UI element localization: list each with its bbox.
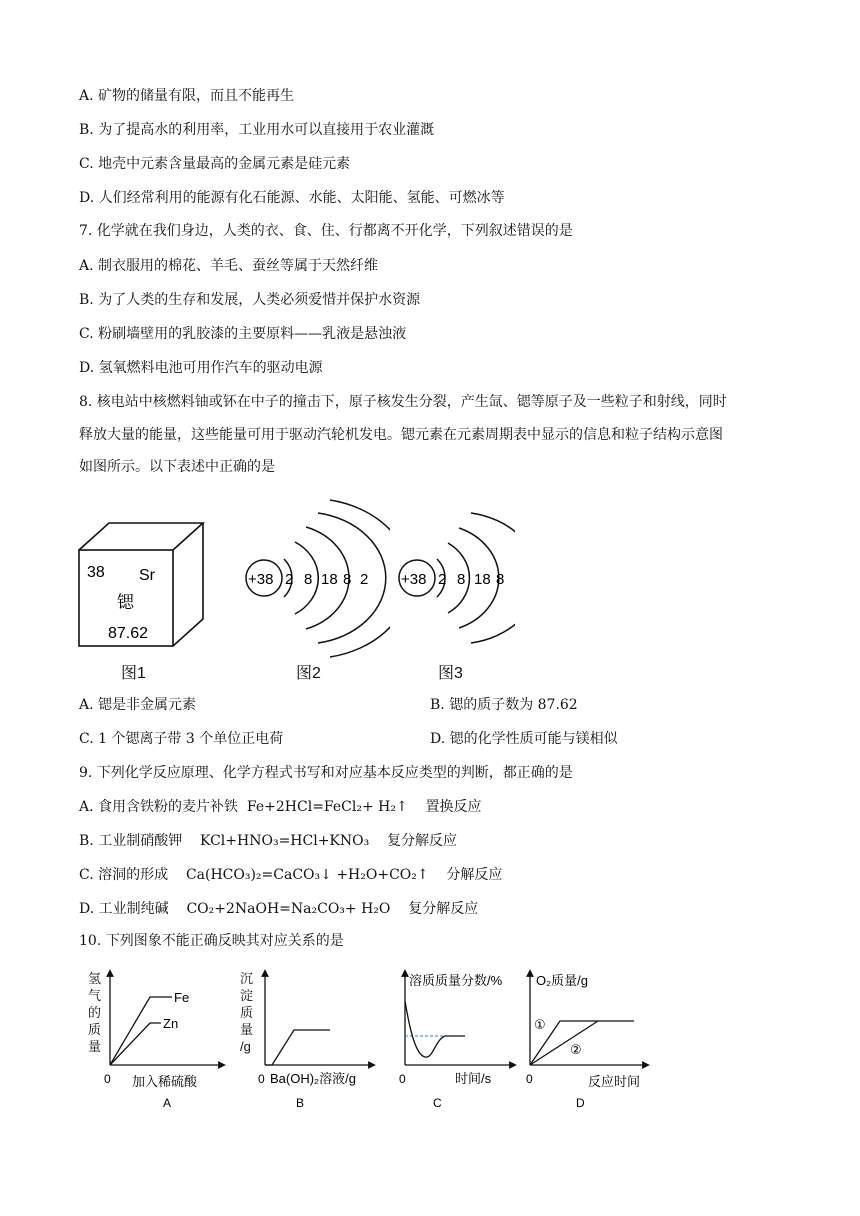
graph-a — [80, 965, 230, 1115]
graph-a-origin: 0 — [104, 1072, 111, 1086]
graph-d-caption: D — [576, 1096, 585, 1110]
shell-2-electrons: 8 — [304, 571, 313, 588]
graph-a-caption: A — [163, 1096, 172, 1110]
element-name: 锶 — [117, 593, 134, 612]
q9-option-b — [79, 831, 457, 851]
graph-b-caption: B — [296, 1096, 305, 1110]
q9-option-c — [79, 865, 502, 885]
q8-stem-line-3: 如图所示。以下表述中正确的是 — [79, 459, 275, 475]
ion-shell-3-electrons: 18 — [474, 571, 491, 588]
graph-a-zn-line — [110, 1023, 161, 1065]
q9-b-label: B. 工业制硝酸钾 — [79, 833, 183, 849]
graph-b-xlabel: Ba(OH)₂溶液/g — [270, 1071, 356, 1086]
ion-shell-4-electrons: 8 — [496, 571, 505, 588]
q10-stem: 10. 下列图象不能正确反映其对应关系的是 — [79, 933, 344, 949]
figure-2-caption: 图2 — [296, 665, 321, 682]
graph-d-origin: 0 — [526, 1072, 533, 1086]
q7-option-c: C. 粉刷墙壁用的乳胶漆的主要原料——乳液是悬浊液 — [79, 326, 407, 342]
q9-b-type: 复分解反应 — [387, 833, 458, 849]
graph-c-curve — [405, 1001, 465, 1057]
graph-d — [522, 965, 652, 1115]
graph-b-ylabel-3: 质 — [240, 1005, 254, 1020]
shell-5-electrons: 2 — [360, 571, 369, 588]
element-symbol: Sr — [139, 567, 155, 584]
q7-stem: 7. 化学就在我们身边，人类的衣、食、住、行都离不开化学，下列叙述错误的是 — [79, 223, 573, 239]
graph-c-ylabel: 溶质质量分数/% — [409, 973, 503, 988]
graph-a-ylabel-1: 氢 — [88, 971, 102, 986]
q9-option-d — [79, 899, 478, 919]
shell-1-electrons: 2 — [285, 571, 294, 588]
q9-d-type: 复分解反应 — [408, 901, 479, 917]
q9-a-type: 置换反应 — [425, 799, 482, 815]
q6-option-c: C. 地壳中元素含量最高的金属元素是硅元素 — [79, 156, 351, 172]
graph-d-series-2-label: ② — [570, 1042, 582, 1057]
q9-d-equation: CO₂+2NaOH=Na₂CO₃+ H₂O — [186, 901, 391, 917]
graph-a-ylabel-4: 质 — [88, 1022, 102, 1037]
atomic-mass: 87.62 — [108, 625, 149, 642]
q8-stem-line-1: 8. 核电站中核燃料铀或钚在中子的撞击下，原子核发生分裂，产生氙、锶等原子及一些粒子和射线，同时 — [79, 394, 727, 410]
q9-a-label: A. 食用含铁粉的麦片补铁 — [79, 799, 239, 815]
sr-ion-structure — [395, 505, 515, 655]
shell-3-electrons: 18 — [321, 571, 338, 588]
graph-a-ylabel-5: 量 — [88, 1039, 102, 1054]
graph-c-xlabel: 时间/s — [455, 1071, 492, 1086]
graph-d-xlabel: 反应时间 — [588, 1074, 641, 1089]
q9-c-equation: Ca(HCO₃)₂=CaCO₃↓ +H₂O+CO₂↑ — [185, 867, 429, 883]
q7-option-b: B. 为了人类的生存和发展，人类必须爱惜并保护水资源 — [79, 292, 421, 308]
graph-a-fe-label: Fe — [174, 990, 190, 1005]
q7-option-d: D. 氢氧燃料电池可用作汽车的驱动电源 — [79, 360, 323, 376]
ion-shell-1-electrons: 2 — [438, 571, 447, 588]
graph-a-zn-label: Zn — [163, 1016, 179, 1031]
graph-d-series-1-label: ① — [534, 1017, 546, 1032]
q9-c-type: 分解反应 — [446, 867, 503, 883]
atomic-number: 38 — [87, 564, 105, 581]
q8-stem-line-2: 释放大量的能量，这些能量可用于驱动汽轮机发电。锶元素在元素周期表中显示的信息和粒子结构示意图 — [79, 427, 723, 443]
graph-b-ylabel-5: /g — [240, 1039, 251, 1054]
graph-a-ylabel-2: 气 — [88, 988, 102, 1003]
q6-option-a: A. 矿物的储量有限，而且不能再生 — [79, 88, 295, 104]
q6-option-d: D. 人们经常利用的能源有化石能源、水能、太阳能、氢能、可燃冰等 — [79, 190, 505, 206]
graph-b-ylabel-1: 沉 — [240, 971, 254, 986]
q8-option-c: C. 1 个锶离子带 3 个单位正电荷 — [79, 731, 284, 747]
graph-d-ylabel: O₂质量/g — [536, 973, 589, 988]
ion-shell-2-electrons: 8 — [457, 571, 466, 588]
element-cube-figure — [75, 520, 215, 650]
graph-c-origin: 0 — [399, 1072, 406, 1086]
q8-option-d: D. 锶的化学性质可能与镁相似 — [430, 731, 618, 747]
graph-b-line — [265, 1030, 330, 1065]
graph-b-ylabel-2: 淀 — [240, 988, 254, 1003]
q8-option-a: A. 锶是非金属元素 — [79, 697, 197, 713]
q9-a-equation: Fe+2HCl=FeCl₂+ H₂↑ — [246, 799, 408, 815]
graph-a-xlabel: 加入稀硫酸 — [132, 1074, 198, 1089]
q9-c-label: C. 溶洞的形成 — [79, 867, 169, 883]
graph-b — [240, 965, 380, 1115]
q9-d-label: D. 工业制纯碱 — [79, 901, 169, 917]
graph-b-ylabel-4: 量 — [240, 1022, 254, 1037]
graph-c — [395, 965, 520, 1115]
graph-b-origin: 0 — [258, 1072, 265, 1086]
q8-option-b: B. 锶的质子数为 87.62 — [430, 697, 578, 713]
nucleus-charge: +38 — [248, 571, 274, 588]
ion-nucleus-charge: +38 — [401, 571, 427, 588]
figure-1-caption: 图1 — [121, 665, 146, 682]
figure-3-caption: 图3 — [438, 665, 463, 682]
graph-c-caption: C — [433, 1096, 442, 1110]
graph-a-ylabel-3: 的 — [88, 1005, 102, 1020]
q7-option-a: A. 制衣服用的棉花、羊毛、蚕丝等属于天然纤维 — [79, 258, 379, 274]
q6-option-b: B. 为了提高水的利用率，工业用水可以直接用于农业灌溉 — [79, 122, 435, 138]
q9-option-a — [79, 797, 482, 817]
q9-stem: 9. 下列化学反应原理、化学方程式书写和对应基本反应类型的判断，都正确的是 — [79, 765, 573, 781]
shell-4-electrons: 8 — [343, 571, 352, 588]
sr-atom-structure — [240, 495, 390, 665]
q9-b-equation: KCl+HNO₃=HCl+KNO₃ — [200, 833, 370, 849]
